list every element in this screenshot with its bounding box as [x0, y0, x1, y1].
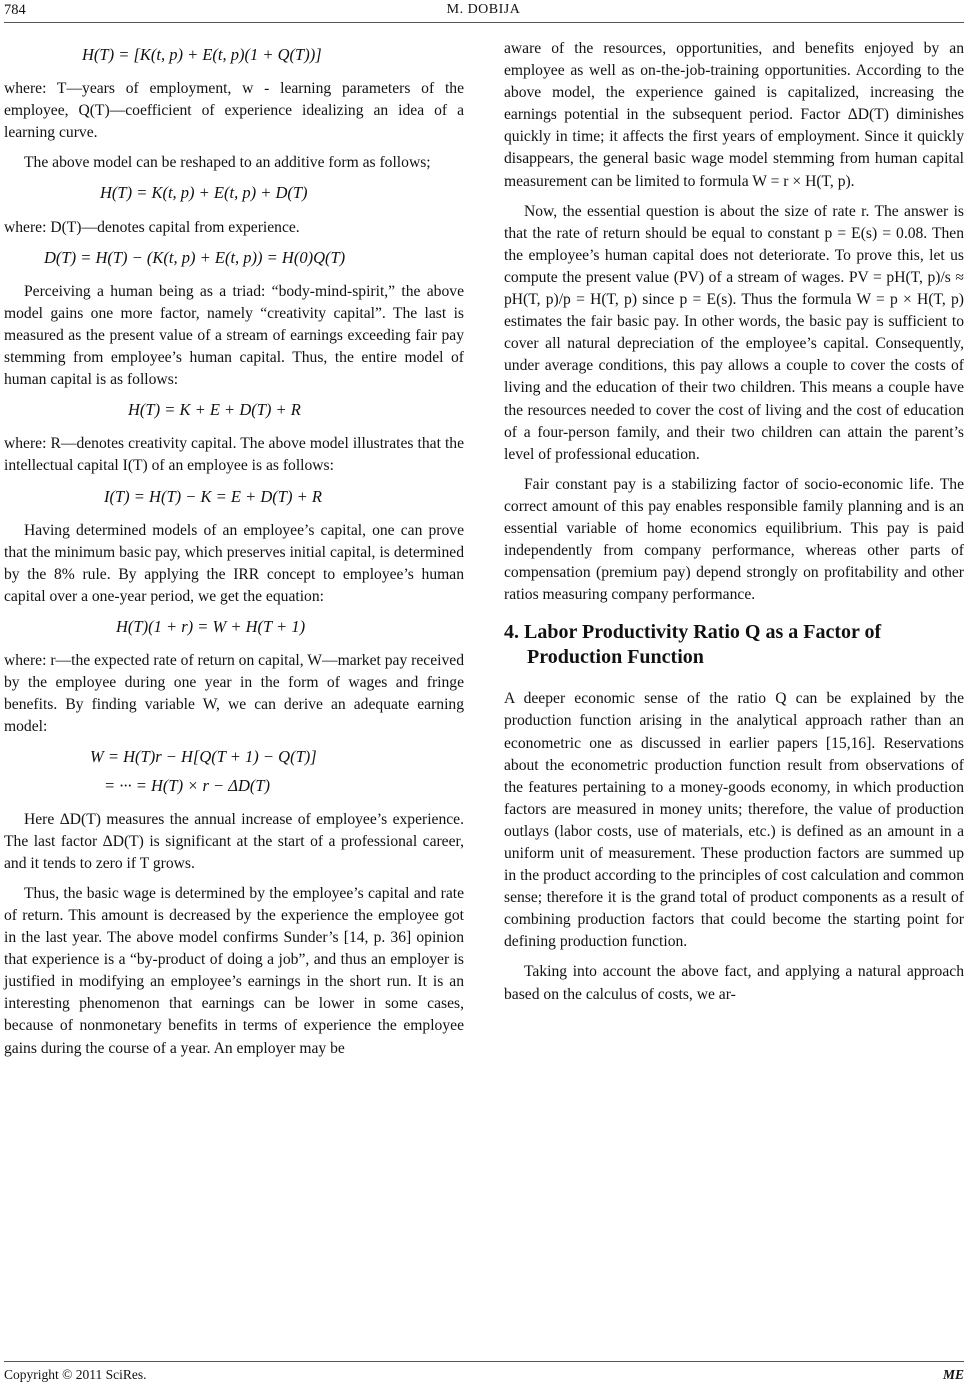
- running-author: M. DOBIJA: [446, 2, 521, 17]
- section-heading-line2: Production Function: [527, 646, 704, 669]
- copyright-notice: Copyright © 2011 SciRes.: [4, 1367, 147, 1382]
- equation-irr: H(T)(1 + r) = W + H(T + 1): [116, 616, 306, 636]
- equation-earning-model-line2: = ··· = H(T) × r − ΔD(T): [104, 775, 271, 795]
- equation-human-capital: H(T) = [K(t, p) + E(t, p)(1 + Q(T))]: [82, 45, 322, 64]
- paragraph: Taking into account the above fact, and applying a natural approach based on the calculus of costs, we ar-: [504, 963, 964, 1003]
- paragraph: The above model can be reshaped to an additive form as follows;: [24, 154, 431, 172]
- journal-abbreviation: ME: [942, 1367, 964, 1382]
- equation-entire-model: H(T) = K + E + D(T) + R: [128, 400, 301, 420]
- paragraph: Having determined models of an employee’s capital, one can prove that the minimum basic pay, which preserves initial capital, is determined by the 8% rule. By applying the IRR concept to employee’s human capital over a one-year period, we get the equation:: [4, 521, 464, 605]
- header-rule: [4, 22, 964, 23]
- footer-rule: [4, 1361, 964, 1362]
- paragraph: where: D(T)—denotes capital from experience.: [4, 218, 300, 236]
- paragraph: where: r—the expected rate of return on capital, W—market pay received by the employee during one year in the form of wages and fringe benefits. By finding variable W, we can derive an adequate earning model:: [4, 652, 464, 736]
- page-header: [0, 2, 967, 24]
- paragraph: where: R—denotes creativity capital. The above model illustrates that the intellectual capital I(T) of an employee is as follows:: [4, 435, 464, 475]
- section-heading: [504, 620, 964, 670]
- paragraph: Fair constant pay is a stabilizing factor of socio-economic life. The correct amount of this pay enables responsible family planning and is an essential variable of home economics equilibrium. This pay is paid independently from company performance, whereas other parts of compensation (premium pay) depend strongly on profitability and other ratios measuring company performance.: [504, 475, 964, 604]
- paragraph: Thus, the basic wage is determined by the employee’s capital and rate of return. This amount is decreased by the experience the employee got in the last year. The above model confirms Sunder’s [14, p. 36] opinion that experience is a “by-product of doing a job”, and thus an employer is justified in modifying an employee’s earnings in the short run. It is an interesting phenomenon that earnings can be lower in some cases, because of nonmonetary benefits in terms of experience the employee gains during the course of a year. An employer may be: [4, 884, 464, 1057]
- section-heading-line1: 4. Labor Productivity Ratio Q as a Factor of: [504, 621, 882, 644]
- paragraph: Now, the essential question is about the size of rate r. The answer is that the rate of return should be equal to constant p = E(s) = 0.08. Then the employee’s human capital does not deteriorate. To prove this, let us compute the present value (PV) of a stream of wages. PV = pH(T, p)/s ≈ pH(T, p)/p = H(T, p) since p = E(s). Thus the formula W = p × H(T, p) estimates the fair basic pay. In other words, the basic pay is sufficient to cover all natural depreciation of the employee’s capital. Consequently, under average conditions, this pay allows a couple to cover the costs of living and the education of their two children. This means a couple have the resources needed to cover the cost of living and the cost of education of a four-person family, and their two children can attain the parent’s level of professional education.: [504, 202, 964, 463]
- paragraph: Here ΔD(T) measures the annual increase of employee’s experience. The last factor ΔD(T) is significant at the start of a professional career, and it tends to zero if T grows.: [4, 810, 464, 872]
- equation-experience-capital: D(T) = H(T) − (K(t, p) + E(t, p)) = H(0)Q(T): [44, 247, 346, 267]
- paragraph: Perceiving a human being as a triad: “body-mind-spirit,” the above model gains one more factor, namely “creativity capital”. The last is measured as the present value of a stream of earnings exceeding fair pay stemming from employee’s human capital. Thus, the entire model of human capital is as follows:: [4, 282, 464, 389]
- left-column: [4, 38, 464, 1068]
- paragraph: aware of the resources, opportunities, and benefits enjoyed by an employee as well as on-the-job-training opportunities. According to the above model, the experience gained is capitalized, increasing the earnings potential in the subsequent period. Factor ΔD(T) diminishes quickly in time; it affects the first years of employment. Since it quickly disappears, the general basic wage model stemming from human capital measurement can be limited to formula W = r × H(T, p).: [504, 40, 964, 190]
- right-column: [504, 38, 964, 1014]
- page-number: 784: [4, 2, 26, 18]
- equation-earning-model-line1: W = H(T)r − H[Q(T + 1) − Q(T)]: [90, 747, 317, 767]
- paragraph: where: T—years of employment, w - learning parameters of the employee, Q(T)—coefficient of experience idealizing an idea of a learning curve.: [4, 80, 464, 142]
- equation-additive-form: H(T) = K(t, p) + E(t, p) + D(T): [100, 183, 308, 203]
- paragraph: A deeper economic sense of the ratio Q can be explained by the production function arising in the analytical approach rather than an econometric one as discussed in earlier papers [15,16]. Reservations about the econometric production function result from observations of the features pertaining to a money-goods economy, in which production factors are measured in money units; therefore, the value of production outlays (labor costs, use of materials, etc.) is defined as an amount in a uniform unit of measurement. These production factors are summed up in the product according to the principles of cost calculation and common sense; therefore it is the grand total of product components as a result of combining production factors that could become the starting point for defining production function.: [504, 690, 964, 951]
- equation-intellectual-capital: I(T) = H(T) − K = E + D(T) + R: [104, 486, 322, 506]
